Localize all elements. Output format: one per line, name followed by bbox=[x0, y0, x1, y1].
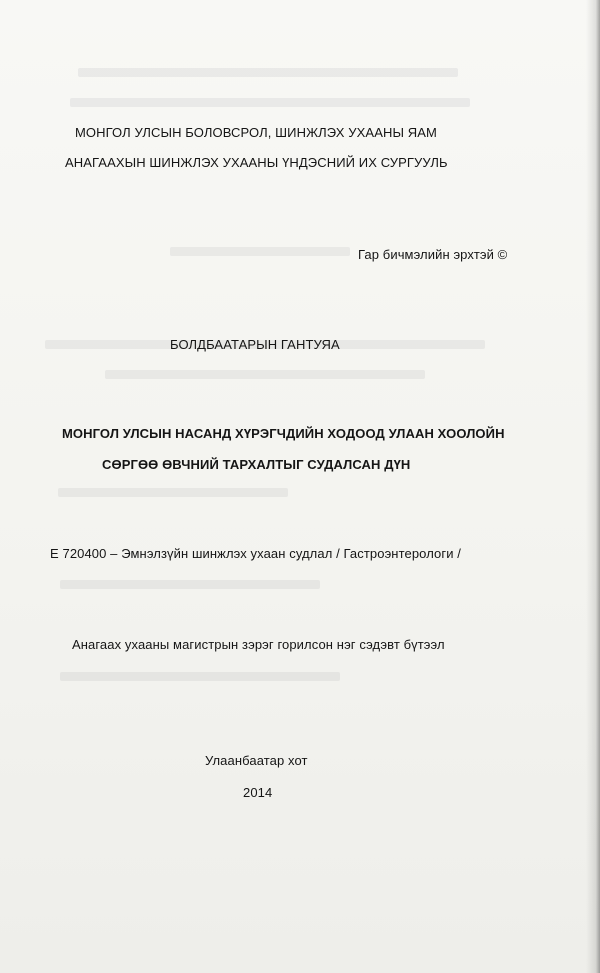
thesis-title-line-2: СӨРГӨӨ ӨВЧНИЙ ТАРХАЛТЫГ СУДАЛСАН ДҮН bbox=[102, 457, 411, 472]
university-name: АНАГААХЫН ШИНЖЛЭХ УХААНЫ ҮНДЭСНИЙ ИХ СУРГУУЛЬ bbox=[65, 155, 448, 170]
scan-edge-shadow bbox=[586, 0, 600, 973]
copyright-note: Гар бичмэлийн эрхтэй © bbox=[358, 247, 508, 262]
bleed-through-mark bbox=[170, 247, 350, 256]
bleed-through-mark bbox=[58, 488, 288, 497]
bleed-through-mark bbox=[60, 580, 320, 589]
bleed-through-mark bbox=[78, 68, 458, 77]
bleed-through-mark bbox=[105, 370, 425, 379]
bleed-through-mark bbox=[60, 672, 340, 681]
thesis-title-line-1: МОНГОЛ УЛСЫН НАСАНД ХҮРЭГЧДИЙН ХОДООД УЛААН ХООЛОЙН bbox=[62, 426, 505, 441]
ministry-name: МОНГОЛ УЛСЫН БОЛОВСРОЛ, ШИНЖЛЭХ УХААНЫ ЯАМ bbox=[75, 125, 437, 140]
author-name: БОЛДБААТАРЫН ГАНТУЯА bbox=[170, 337, 340, 352]
bleed-through-mark bbox=[70, 98, 470, 107]
city-name: Улаанбаатар хот bbox=[205, 753, 308, 768]
publication-year: 2014 bbox=[243, 785, 273, 800]
specialty-code: Е 720400 – Эмнэлзүйн шинжлэх ухаан судлал / Гастроэнтерологи / bbox=[50, 546, 461, 561]
degree-description: Анагаах ухааны магистрын зэрэг горилсон нэг сэдэвт бүтээл bbox=[72, 637, 445, 652]
